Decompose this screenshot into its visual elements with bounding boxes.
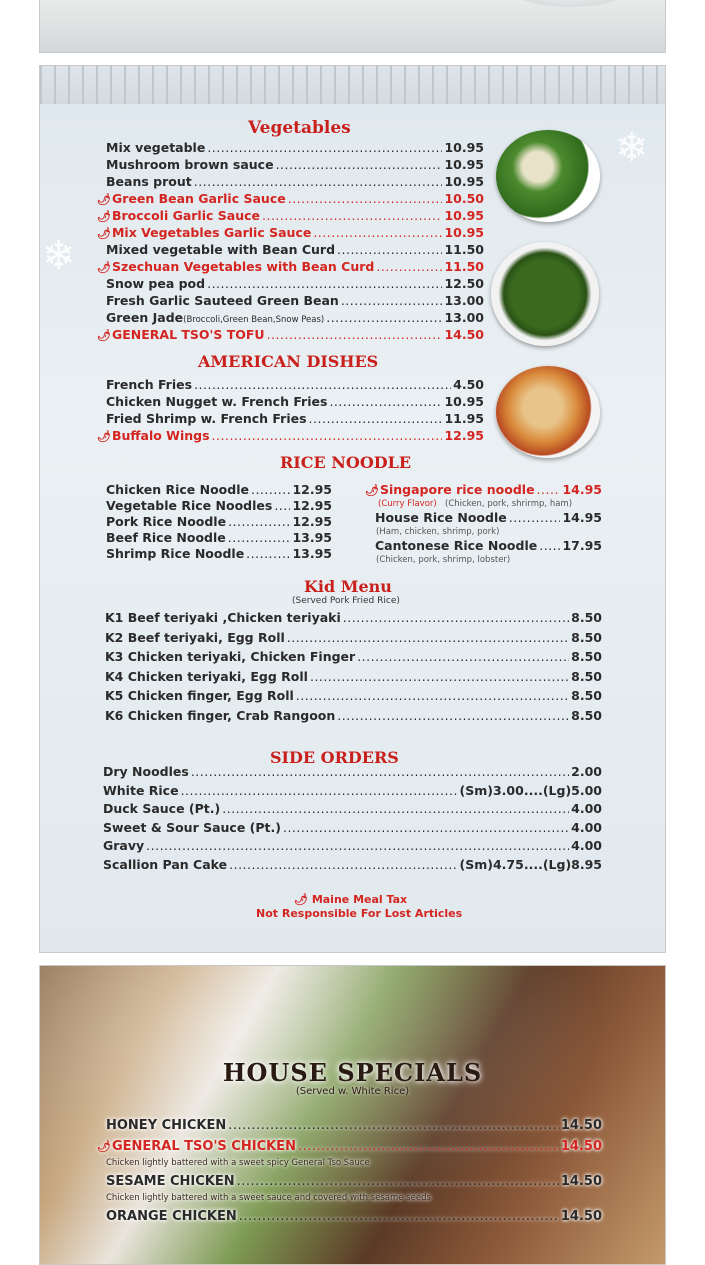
menu-item bbox=[97, 225, 484, 240]
menu-item-note: (Curry Flavor) bbox=[378, 499, 437, 509]
menu-item-name: Vegetable Rice Noodles bbox=[106, 498, 273, 513]
menu-item-price: 4.00 bbox=[571, 801, 602, 816]
menu-item-name: Gravy bbox=[103, 838, 145, 853]
menu-item bbox=[97, 259, 484, 274]
lost-articles-notice: Not Responsible For Lost Articles bbox=[256, 907, 463, 920]
dot-leader bbox=[207, 140, 442, 155]
dot-leader bbox=[287, 630, 569, 645]
menu-item bbox=[106, 498, 332, 513]
menu-item-price: 13.00 bbox=[444, 310, 484, 325]
dot-leader bbox=[298, 1139, 559, 1154]
menu-item-name: Sweet & Sour Sauce (Pt.) bbox=[103, 819, 281, 835]
menu-item-name: Beef Rice Noodle bbox=[106, 530, 226, 545]
dot-leader bbox=[251, 482, 290, 497]
dot-leader bbox=[326, 310, 442, 325]
menu-item-price: 12.95 bbox=[444, 428, 484, 443]
snowflake-icon: ❄ bbox=[42, 233, 76, 279]
menu-item-price: 14.50 bbox=[560, 1209, 602, 1224]
menu-item-price: 2.00 bbox=[571, 764, 602, 779]
menu-item bbox=[106, 530, 332, 545]
menu-item bbox=[106, 174, 484, 189]
menu-item bbox=[106, 546, 332, 561]
menu-item-price: 8.50 bbox=[571, 668, 602, 684]
menu-item-name: Mixed vegetable with Bean Curd bbox=[106, 242, 336, 257]
menu-item bbox=[106, 1209, 602, 1224]
menu-item-price: 12.50 bbox=[444, 276, 484, 291]
menu-item bbox=[103, 838, 602, 853]
menu-item-name: Green Bean Garlic Sauce bbox=[111, 191, 286, 206]
vegetables-heading: Vegetables bbox=[248, 118, 351, 138]
menu-item bbox=[365, 482, 602, 497]
menu-item-note: (Chicken, pork, shrimp, lobster) bbox=[376, 555, 511, 565]
menu-item-price: 10.95 bbox=[444, 174, 484, 189]
menu-item-name: Duck Sauce (Pt.) bbox=[103, 801, 221, 816]
dot-leader bbox=[237, 1174, 559, 1189]
menu-item-name: K6 Chicken finger, Crab Rangoon bbox=[105, 707, 336, 723]
menu-item bbox=[105, 669, 602, 684]
menu-item-name: Shrimp Rice Noodle bbox=[106, 546, 245, 561]
house-specials-subtitle: (Served w. White Rice) bbox=[295, 1086, 410, 1097]
chili-pepper-icon: 🌶 bbox=[97, 227, 111, 240]
dot-leader bbox=[262, 208, 442, 223]
menu-item-price: 10.95 bbox=[444, 157, 484, 172]
menu-item bbox=[103, 783, 602, 798]
menu-item-price: 12.95 bbox=[292, 482, 332, 497]
menu-item bbox=[97, 191, 484, 206]
menu-item-name: Fried Shrimp w. French Fries bbox=[106, 411, 307, 426]
menu-item-price: (Sm)4.75....(Lg)8.95 bbox=[459, 856, 602, 872]
menu-item-note: (Chicken, pork, shrirmp, ham) bbox=[445, 499, 573, 509]
decorative-border bbox=[40, 66, 665, 104]
dot-leader bbox=[329, 394, 442, 409]
menu-item-price: 17.95 bbox=[562, 538, 602, 553]
menu-item bbox=[97, 1139, 602, 1154]
menu-item bbox=[106, 377, 484, 392]
menu-item-name: Green Jade bbox=[106, 310, 184, 325]
menu-item bbox=[106, 1174, 602, 1189]
chili-pepper-icon: 🌶 bbox=[97, 210, 111, 223]
dot-leader bbox=[194, 377, 451, 392]
menu-item-price: 12.95 bbox=[292, 514, 332, 529]
menu-item-price: 11.95 bbox=[444, 411, 484, 426]
menu-item bbox=[103, 820, 602, 835]
chili-pepper-icon: 🌶 bbox=[365, 484, 379, 497]
menu-item-name: Pork Rice Noodle bbox=[106, 514, 227, 529]
menu-item-name: HONEY CHICKEN bbox=[106, 1118, 227, 1133]
menu-item-price: 11.50 bbox=[444, 259, 484, 274]
menu-item bbox=[97, 428, 484, 443]
chili-pepper-icon: 🌶 bbox=[97, 193, 111, 206]
menu-item-price: 8.50 bbox=[571, 707, 602, 723]
menu-item-note: Chicken lightly battered with a sweet spicy General Tso Sauce bbox=[106, 1158, 370, 1168]
american-dishes-heading: AMERICAN DISHES bbox=[198, 352, 379, 371]
house-specials-page bbox=[39, 965, 666, 1265]
menu-item-name: Chicken Nugget w. French Fries bbox=[106, 394, 328, 409]
menu-item bbox=[97, 327, 484, 342]
menu-item-price: 4.00 bbox=[571, 838, 602, 853]
menu-item-price: (Sm)3.00....(Lg)5.00 bbox=[459, 782, 602, 798]
dot-leader bbox=[212, 428, 443, 443]
menu-item bbox=[105, 610, 602, 625]
dot-leader bbox=[296, 688, 569, 703]
dish-photo bbox=[510, 0, 630, 7]
menu-item-name: Mix Vegetables Garlic Sauce bbox=[111, 225, 312, 240]
dot-leader bbox=[191, 764, 569, 779]
menu-item-name: Buffalo Wings bbox=[111, 428, 210, 443]
dot-leader bbox=[288, 191, 443, 206]
tax-note-text: Maine Meal Tax bbox=[311, 893, 408, 906]
menu-item-detail: (Broccoli,Green Bean,Snow Peas) bbox=[183, 315, 325, 325]
dot-leader bbox=[267, 327, 443, 342]
menu-item-price: 10.50 bbox=[444, 191, 484, 206]
dot-leader bbox=[509, 510, 561, 525]
noodle-dish-photo bbox=[496, 366, 600, 458]
menu-item-name: Fresh Garlic Sauteed Green Bean bbox=[106, 293, 339, 308]
menu-item bbox=[375, 538, 602, 553]
menu-item-name: K5 Chicken finger, Egg Roll bbox=[105, 688, 294, 703]
menu-item-name: K3 Chicken teriyaki, Chicken Finger bbox=[105, 649, 356, 664]
chili-pepper-icon: 🌶 bbox=[97, 1140, 111, 1153]
menu-item bbox=[105, 649, 602, 664]
menu-item bbox=[106, 242, 484, 257]
dot-leader bbox=[228, 514, 290, 529]
menu-item-price: 14.50 bbox=[444, 327, 484, 342]
menu-item bbox=[105, 708, 602, 723]
menu-item-name: House Rice Noodle bbox=[375, 510, 507, 525]
menu-item-price: 4.00 bbox=[571, 819, 602, 835]
house-specials-heading: HOUSE SPECIALS bbox=[222, 1058, 483, 1087]
dot-leader bbox=[181, 783, 458, 798]
chili-pepper-icon: 🌶 bbox=[294, 893, 308, 906]
dot-leader bbox=[537, 482, 561, 497]
menu-item-price: 14.50 bbox=[560, 1118, 602, 1133]
menu-item-name: French Fries bbox=[106, 377, 193, 392]
menu-item-name: Broccoli Garlic Sauce bbox=[111, 208, 260, 223]
menu-item-price: 8.50 bbox=[571, 688, 602, 703]
menu-item-price: 14.50 bbox=[560, 1174, 602, 1189]
menu-item-price: 10.95 bbox=[444, 394, 484, 409]
snowflake-icon: ❄ bbox=[615, 125, 649, 171]
dot-leader bbox=[539, 538, 560, 553]
menu-item-name: SESAME CHICKEN bbox=[106, 1174, 235, 1189]
menu-item-name: Cantonese Rice Noodle bbox=[375, 538, 538, 553]
menu-item-note: (Ham, chicken, shrimp, pork) bbox=[376, 527, 500, 537]
menu-item-price: 11.50 bbox=[444, 242, 484, 257]
dot-leader bbox=[228, 1118, 559, 1133]
menu-item bbox=[103, 764, 602, 779]
menu-item-name: Snow pea pod bbox=[106, 276, 206, 291]
menu-item-name: GENERAL TSO'S CHICKEN bbox=[111, 1139, 296, 1154]
tax-note bbox=[294, 893, 407, 906]
menu-item-name: Dry Noodles bbox=[103, 764, 189, 779]
kid-menu-subtitle: (Served Pork Fried Rice) bbox=[292, 596, 400, 606]
menu-item bbox=[105, 688, 602, 703]
menu-item bbox=[105, 630, 602, 645]
side-orders-heading: SIDE ORDERS bbox=[270, 748, 399, 767]
menu-item bbox=[106, 411, 484, 426]
menu-item-price: 10.95 bbox=[444, 208, 484, 223]
menu-item-price: 13.00 bbox=[444, 293, 484, 308]
menu-item bbox=[106, 140, 484, 155]
previous-menu-page bbox=[39, 0, 666, 53]
menu-item bbox=[106, 514, 332, 529]
menu-item-name: Singapore rice noodle bbox=[379, 482, 535, 497]
menu-item bbox=[106, 293, 484, 308]
chili-pepper-icon: 🌶 bbox=[97, 329, 111, 342]
dot-leader bbox=[274, 498, 290, 513]
menu-item-price: 10.95 bbox=[444, 225, 484, 240]
menu-item bbox=[106, 394, 484, 409]
menu-item-name: White Rice bbox=[103, 782, 179, 798]
menu-item-price: 8.50 bbox=[571, 649, 602, 664]
menu-item bbox=[103, 801, 602, 816]
dot-leader bbox=[229, 857, 457, 872]
dot-leader bbox=[357, 649, 569, 664]
menu-item bbox=[106, 1118, 602, 1133]
menu-item bbox=[106, 482, 332, 497]
rice-noodle-heading: RICE NOODLE bbox=[280, 453, 412, 472]
menu-page bbox=[39, 65, 666, 953]
menu-item-name: K4 Chicken teriyaki, Egg Roll bbox=[105, 668, 308, 684]
dot-leader bbox=[228, 530, 291, 545]
menu-item-price: 14.95 bbox=[562, 510, 602, 525]
chili-pepper-icon: 🌶 bbox=[97, 430, 111, 443]
menu-item-price: 14.95 bbox=[562, 482, 602, 497]
menu-item-name: Chicken Rice Noodle bbox=[106, 482, 249, 497]
kid-menu-heading: Kid Menu bbox=[304, 577, 392, 596]
menu-item bbox=[97, 208, 484, 223]
green-bean-dish-photo bbox=[491, 242, 599, 346]
dot-leader bbox=[337, 242, 442, 257]
vegetable-dish-photo bbox=[496, 130, 600, 222]
dot-leader bbox=[337, 708, 569, 723]
menu-item-name: Szechuan Vegetables with Bean Curd bbox=[111, 259, 375, 274]
menu-item-price: 12.95 bbox=[292, 498, 332, 513]
menu-item-name: Beans prout bbox=[106, 174, 192, 189]
dot-leader bbox=[194, 174, 443, 189]
dot-leader bbox=[313, 225, 442, 240]
dot-leader bbox=[239, 1209, 559, 1224]
dot-leader bbox=[309, 411, 443, 426]
dot-leader bbox=[343, 610, 569, 625]
menu-item-name: Mix vegetable bbox=[106, 140, 206, 155]
chili-pepper-icon: 🌶 bbox=[97, 261, 111, 274]
dot-leader bbox=[207, 276, 442, 291]
menu-item-price: 8.50 bbox=[571, 610, 602, 625]
menu-item-name: K1 Beef teriyaki ,Chicken teriyaki bbox=[105, 610, 341, 625]
menu-item-price: 13.95 bbox=[292, 530, 332, 545]
menu-item-name: Mushroom brown sauce bbox=[106, 157, 274, 172]
menu-item bbox=[103, 857, 602, 872]
menu-item-name: GENERAL TSO'S TOFU bbox=[111, 327, 265, 342]
menu-item bbox=[375, 510, 602, 525]
menu-item-name: Scallion Pan Cake bbox=[103, 856, 228, 872]
menu-item-price: 13.95 bbox=[292, 546, 332, 561]
menu-item bbox=[106, 276, 484, 291]
menu-item-price: 4.50 bbox=[453, 377, 484, 392]
dot-leader bbox=[246, 546, 290, 561]
dot-leader bbox=[341, 293, 443, 308]
menu-item bbox=[106, 157, 484, 172]
menu-item-price: 8.50 bbox=[571, 629, 602, 645]
dot-leader bbox=[222, 801, 569, 816]
menu-item-name: ORANGE CHICKEN bbox=[106, 1209, 237, 1224]
dot-leader bbox=[376, 259, 442, 274]
menu-item-name: K2 Beef teriyaki, Egg Roll bbox=[105, 629, 285, 645]
dot-leader bbox=[310, 669, 569, 684]
dot-leader bbox=[276, 157, 443, 172]
menu-item bbox=[106, 310, 484, 325]
dot-leader bbox=[146, 838, 569, 853]
menu-item-price: 10.95 bbox=[444, 140, 484, 155]
menu-item-price: 14.50 bbox=[560, 1139, 602, 1154]
menu-item-note: Chicken lightly battered with a sweet sauce and covered with sesame seeds bbox=[106, 1193, 431, 1203]
dot-leader bbox=[283, 820, 569, 835]
